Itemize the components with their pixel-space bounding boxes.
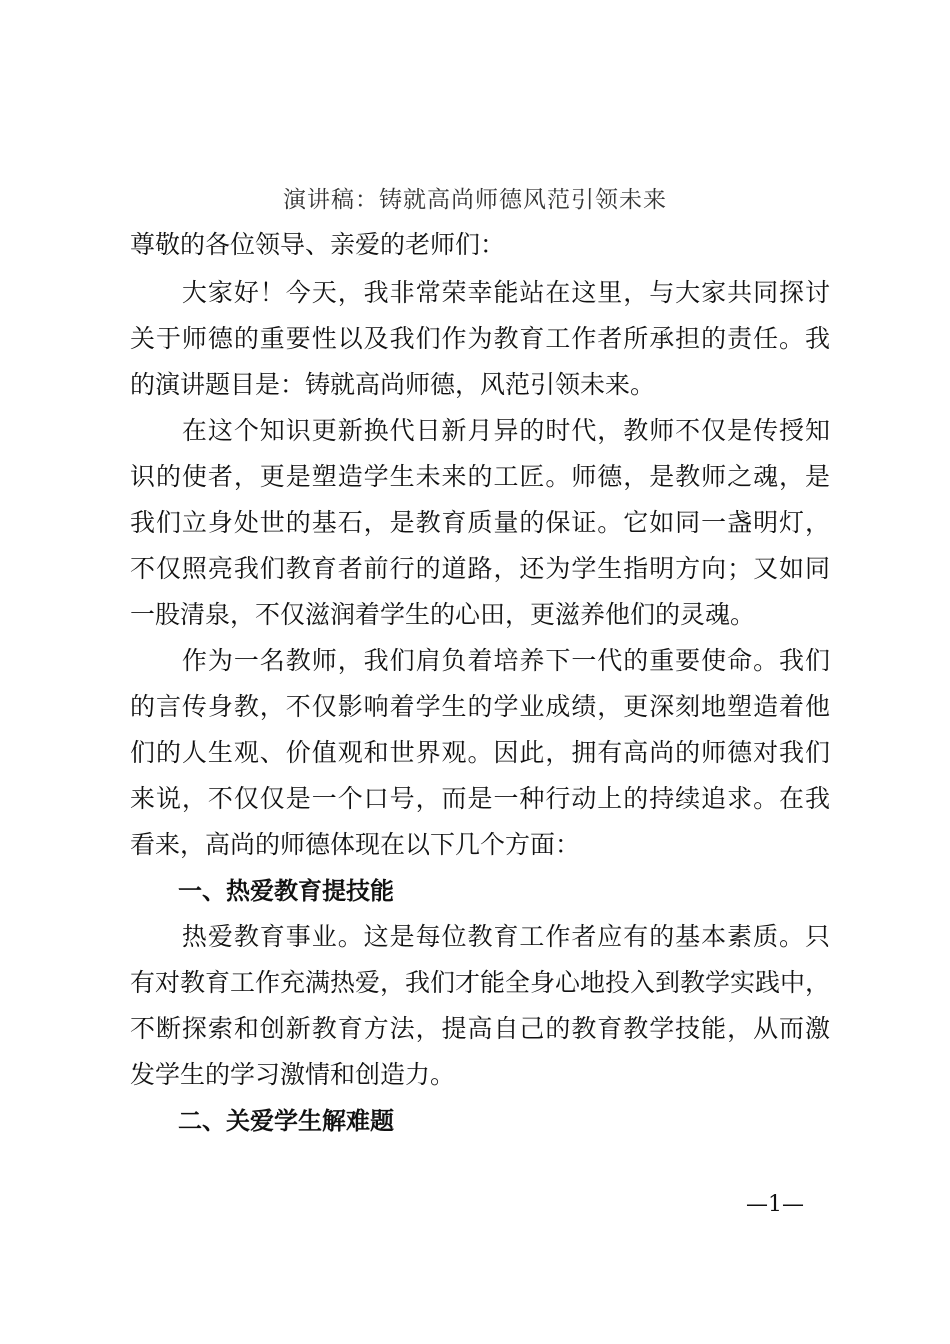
salutation: 尊敬的各位领导、亲爱的老师们： [130,230,506,259]
paragraph-line: 在这个知识更新换代日新月异的时代，教师不仅是传授知 [130,416,830,445]
page-number: —1— [746,1192,804,1217]
paragraph-line: 作为一名教师，我们肩负着培养下一代的重要使命。我们 [130,646,830,675]
paragraph-line: 有对教育工作充满热爱，我们才能全身心地投入到教学实践中， [130,968,830,997]
paragraph-line: 看来，高尚的师德体现在以下几个方面： [130,830,581,859]
paragraph-line: 的演讲题目是：铸就高尚师德，风范引领未来。 [130,370,656,399]
document-title: 演讲稿：铸就高尚师德风范引领未来 [283,187,667,213]
paragraph-line: 一股清泉，不仅滋润着学生的心田，更滋养他们的灵魂。 [130,600,756,629]
paragraph-line: 们的人生观、价值观和世界观。因此，拥有高尚的师德对我们 [130,738,830,767]
paragraph-line: 关于师德的重要性以及我们作为教育工作者所承担的责任。我 [130,324,830,353]
paragraph-line: 大家好！今天，我非常荣幸能站在这里，与大家共同探讨 [130,278,830,307]
paragraph-line: 的言传身教，不仅影响着学生的学业成绩，更深刻地塑造着他 [130,692,830,721]
section-heading-1: 一、热爱教育提技能 [130,877,394,905]
paragraph-line: 我们立身处世的基石，是教育质量的保证。它如同一盏明灯， [130,508,830,537]
section-heading-2: 二、关爱学生解难题 [130,1107,394,1135]
paragraph-line: 识的使者，更是塑造学生未来的工匠。师德，是教师之魂，是 [130,462,830,491]
paragraph-line: 不断探索和创新教育方法，提高自己的教育教学技能，从而激 [130,1014,830,1043]
paragraph-line: 发学生的学习激情和创造力。 [130,1060,456,1089]
paragraph-line: 热爱教育事业。这是每位教育工作者应有的基本素质。只 [130,922,830,951]
paragraph-line: 来说，不仅仅是一个口号，而是一种行动上的持续追求。在我 [130,784,830,813]
paragraph-line: 不仅照亮我们教育者前行的道路，还为学生指明方向；又如同 [130,554,830,583]
